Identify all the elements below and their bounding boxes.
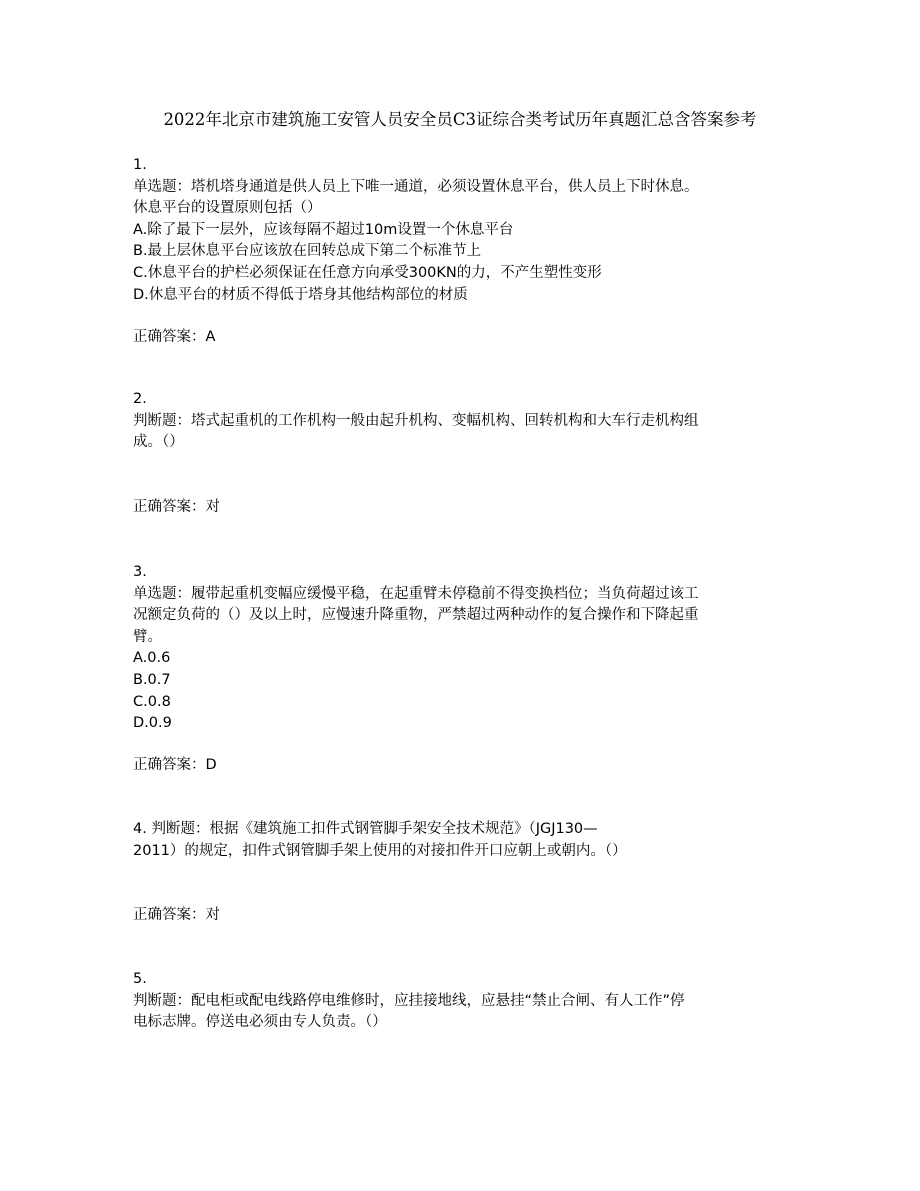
option-a: A.除了最下一层外，应该每隔不超过10m设置一个休息平台 (133, 221, 514, 238)
question-stem: 判断题：塔式起重机的工作机构一般由起升机构、变幅机构、回转机构和大车行走机构组 (133, 412, 699, 429)
document-title: 2022年北京市建筑施工安管人员安全员C3证综合类考试历年真题汇总含答案参考 (163, 110, 757, 129)
question-number: 5. (133, 971, 147, 987)
question-4 (133, 819, 793, 862)
question-1 (133, 155, 793, 306)
question-stem: 判断题：配电柜或配电线路停电维修时，应挂接地线，应悬挂“禁止合闸、有人工作”停 (133, 992, 685, 1009)
question-number: 3. (133, 564, 147, 580)
option-b: B.最上层休息平台应该放在回转总成下第二个标准节上 (133, 243, 482, 260)
question-3 (133, 562, 793, 735)
answer-1: 正确答案：A (133, 329, 216, 345)
question-2 (133, 389, 793, 454)
question-number: 1. (133, 157, 147, 173)
answer-2: 正确答案：对 (133, 499, 220, 515)
option-c: C.0.8 (133, 693, 171, 710)
answer-3: 正确答案：D (133, 757, 217, 773)
question-stem: 成。（） (133, 434, 184, 451)
question-stem: 臂。 (133, 628, 162, 645)
question-stem: 4. 判断题：根据《建筑施工扣件式钢管脚手架安全技术规范》（JGJ130— (133, 821, 598, 837)
question-stem: 2011）的规定，扣件式钢管脚手架上使用的对接扣件开口应朝上或朝内。（） (133, 842, 627, 859)
option-b: B.0.7 (133, 671, 171, 688)
question-stem: 况额定负荷的（）及以上时，应慢速升降重物，严禁超过两种动作的复合操作和下降起重 (133, 607, 699, 624)
question-5 (133, 969, 793, 1034)
option-c: C.休息平台的护栏必须保证在任意方向承受300KN的力，不产生塑性变形 (133, 264, 602, 281)
option-d: D.休息平台的材质不得低于塔身其他结构部位的材质 (133, 286, 468, 303)
question-stem: 单选题：履带起重机变幅应缓慢平稳，在起重臂未停稳前不得变换档位；当负荷超过该工 (133, 585, 699, 602)
answer-4: 正确答案：对 (133, 907, 220, 923)
question-stem: 电标志牌。停送电必须由专人负责。（） (133, 1014, 387, 1031)
question-stem: 休息平台的设置原则包括（） (133, 200, 322, 217)
question-number: 2. (133, 391, 147, 407)
question-stem: 单选题：塔机塔身通道是供人员上下唯一通道，必须设置休息平台，供人员上下时休息。 (133, 178, 699, 195)
option-d: D.0.9 (133, 715, 172, 732)
option-a: A.0.6 (133, 650, 171, 667)
